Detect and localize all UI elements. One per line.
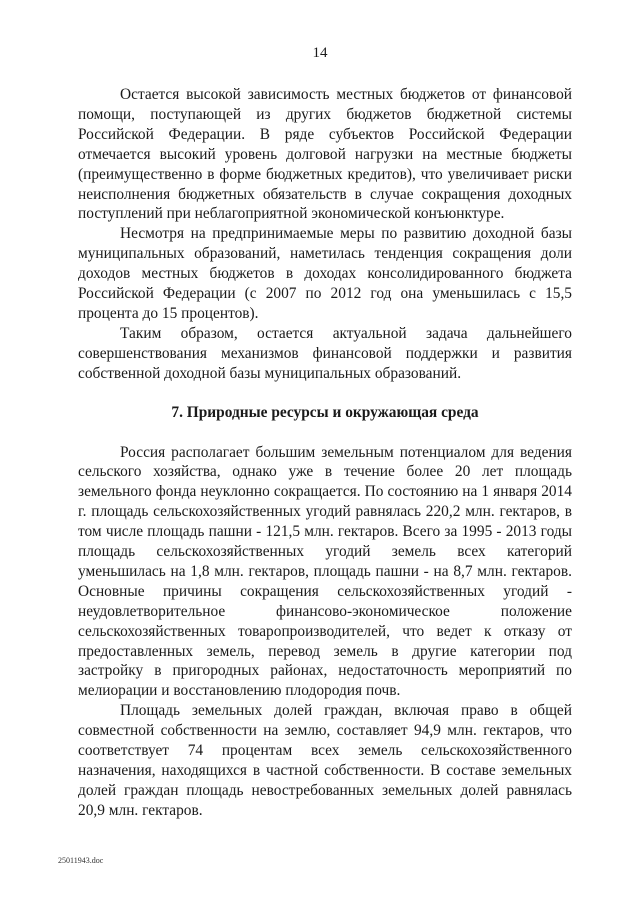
section-heading-natural-resources: 7. Природные ресурсы и окружающая среда bbox=[171, 403, 479, 421]
paragraph-local-budget-dependence: Остается высокой зависимость местных бюджетов от финансовой помощи, поступающей из других бюджетов бюджетной системы Российской Федерации. В ряде субъектов Российской Федерации отмечается высокий уровень долговой нагрузки на местные бюджеты (преимущественно в форме бюджетных кредитов), что увеличивает риски неисполнения бюджетных обязательств в случае сокращения доходных поступлений при неблагоприятной экономической конъюнктуре. bbox=[78, 86, 572, 223]
document-body bbox=[78, 85, 572, 821]
paragraph-revenue-share-decline: Несмотря на предпринимаемые меры по развитию доходной базы муниципальных образований, наметилась тенденция сокращения доли доходов местных бюджетов в доходах консолидированного бюджета Российской Федерации (с 2007 по 2012 год она уменьшилась с 15,5 процента до 15 процентов). bbox=[78, 225, 572, 322]
paragraph-land-potential: Россия располагает большим земельным потенциалом для ведения сельского хозяйства, однако уже в течение более 20 лет площадь земельного фонда неуклонно сокращается. По состоянию на 1 января 2014 г. площадь сельскохозяйственных угодий равнялась 220,2 млн. гектаров, в том числе площадь пашни - 121,5 млн. гектаров. Всего за 1995 - 2013 годы площадь сельскохозяйственных угодий земель всех категорий уменьшилась на 1,8 млн. гектаров, площадь пашни - на 8,7 млн. гектаров. Основные причины сокращения сельскохозяйственных угодий - неудовлетворительное финансово-экономическое положение сельскохозяйственных товаропроизводителей, что ведет к отказу от предоставленных земель, перевод земель в другие категории под застройку в пригородных районах, недостаточность мероприятий по мелиорации и восстановлению плодородия почв. bbox=[78, 443, 572, 700]
page-number: 14 bbox=[312, 45, 328, 61]
paragraph-land-shares: Площадь земельных долей граждан, включая право в общей совместной собственности на землю, составляет 94,9 млн. гектаров, что соответствует 74 процентам всех земель сельскохозяйственного назначения, находящихся в частной собственности. В составе земельных долей граждан площадь невостребованных земельных долей равнялась 20,9 млн. гектаров. bbox=[78, 702, 572, 819]
footer-document-code: 25011943.doc bbox=[58, 856, 104, 865]
paragraph-conclusion: Таким образом, остается актуальной задача дальнейшего совершенствования механизмов финансовой поддержки и развития собственной доходной базы муниципальных образований. bbox=[78, 324, 572, 382]
